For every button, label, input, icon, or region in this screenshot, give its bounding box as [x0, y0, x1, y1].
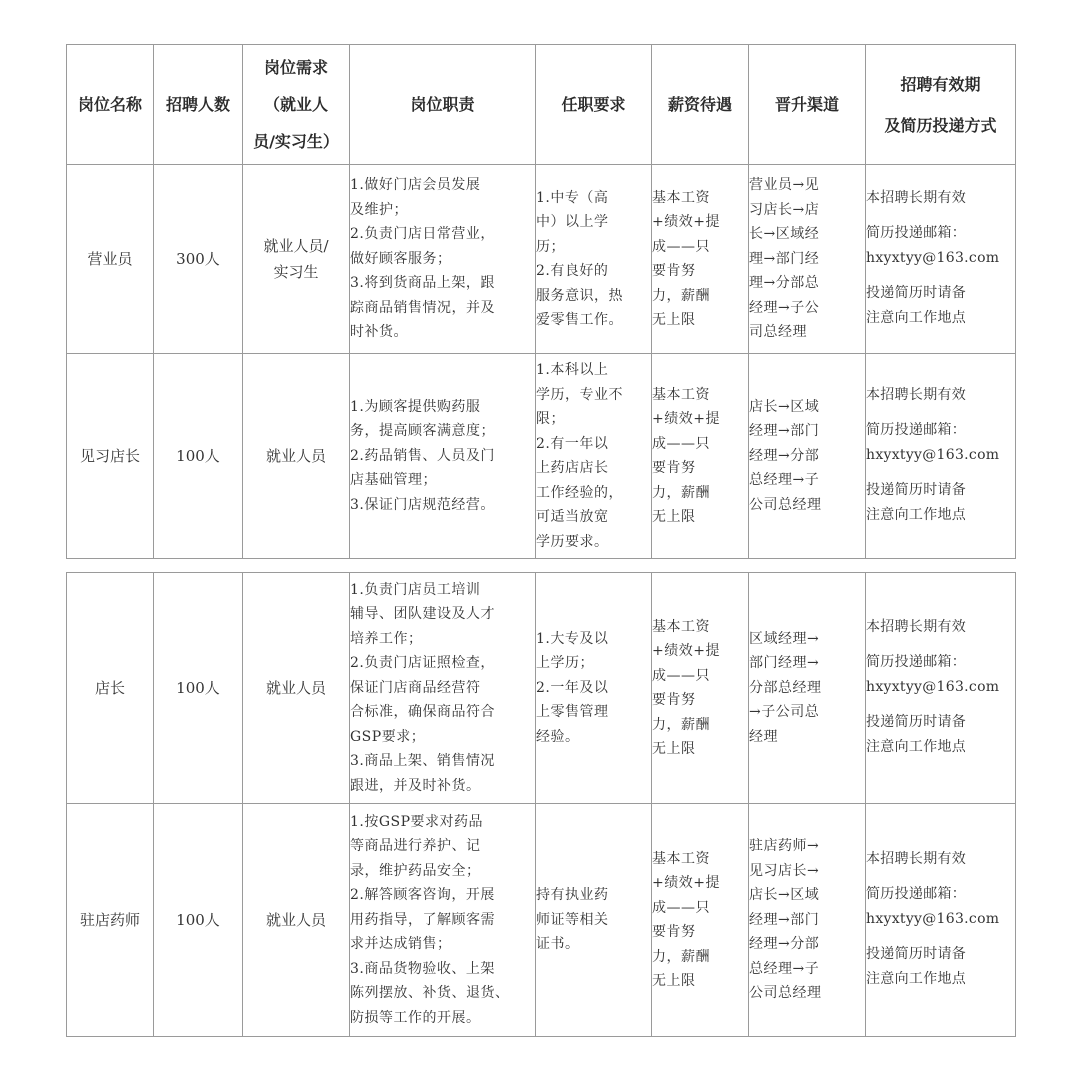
requirements-text: 1.大专及以 上学历； 2.一年及以 上零售管理 经验。 [536, 573, 652, 804]
recruitment-table-top [66, 44, 1016, 559]
promotion-text: 驻店药师→ 见习店长→ 店长→区域 经理→部门 经理→分部 总经理→子 公司总经理 [749, 804, 866, 1037]
note-text: 投递简历时请备 注意向工作地点 [866, 481, 967, 524]
hire-count: 100人 [154, 804, 243, 1037]
salary-text: 基本工资 +绩效+提 成——只 要肯努 力，薪酬 无上限 [652, 804, 749, 1037]
promotion-text: 营业员→见 习店长→店 长→区域经 理→部门经 理→分部总 经理→子公 司总经理 [749, 165, 866, 354]
position-name: 营业员 [67, 165, 154, 354]
position-name: 驻店药师 [67, 804, 154, 1037]
note-text: 投递简历时请备 注意向工作地点 [866, 945, 967, 988]
header-validity: 招聘有效期 及简历投递方式 [866, 45, 1016, 165]
position-name: 店长 [67, 573, 154, 804]
header-requirements: 任职要求 [536, 45, 652, 165]
header-count: 招聘人数 [154, 45, 243, 165]
header-duties: 岗位职责 [350, 45, 536, 165]
hire-count: 100人 [154, 354, 243, 559]
duties-text: 1.为顾客提供购药服 务，提高顾客满意度； 2.药品销售、人员及门 店基础管理； 3.保证门店规范经营。 [350, 354, 536, 559]
validity-contact [866, 804, 1016, 1037]
validity-text: 本招聘长期有效 [866, 387, 967, 404]
salary-text: 基本工资 +绩效+提 成——只 要肯努 力，薪酬 无上限 [652, 165, 749, 354]
email-label: 简历投递邮箱： [866, 653, 967, 670]
note-text: 投递简历时请备 注意向工作地点 [866, 713, 967, 756]
validity-text: 本招聘长期有效 [866, 190, 967, 207]
demand-type: 就业人员 [243, 573, 350, 804]
validity-contact [866, 354, 1016, 559]
email-address: hxyxtyy@163.com [866, 911, 1000, 928]
validity-contact [866, 573, 1016, 804]
table-row [67, 804, 1016, 1037]
recruitment-table-bottom [66, 572, 1016, 1037]
demand-type: 就业人员 [243, 354, 350, 559]
email-label: 简历投递邮箱： [866, 224, 967, 241]
validity-text: 本招聘长期有效 [866, 851, 967, 868]
demand-type: 就业人员/ 实习生 [243, 165, 350, 354]
salary-text: 基本工资 +绩效+提 成——只 要肯努 力，薪酬 无上限 [652, 354, 749, 559]
duties-text: 1.负责门店员工培训 辅导、团队建设及人才 培养工作； 2.负责门店证照检查， 保证门店商品经营符 合标准，确保商品符合 GSP要求； 3.商品上架、销售情况 跟进，并及时补货。 [350, 573, 536, 804]
email-address: hxyxtyy@163.com [866, 447, 1000, 464]
requirements-text: 1.本科以上 学历，专业不 限； 2.有一年以 上药店店长 工作经验的， 可适当放宽 学历要求。 [536, 354, 652, 559]
promotion-text: 区域经理→ 部门经理→ 分部总经理 →子公司总 经理 [749, 573, 866, 804]
requirements-text: 1.中专（高 中）以上学 历； 2.有良好的 服务意识，热 爱零售工作。 [536, 165, 652, 354]
email-address: hxyxtyy@163.com [866, 679, 1000, 696]
validity-contact [866, 165, 1016, 354]
requirements-text: 持有执业药 师证等相关 证书。 [536, 804, 652, 1037]
header-row [67, 45, 1016, 165]
header-promotion: 晋升渠道 [749, 45, 866, 165]
table-row [67, 573, 1016, 804]
email-label: 简历投递邮箱： [866, 885, 967, 902]
position-name: 见习店长 [67, 354, 154, 559]
header-position: 岗位名称 [67, 45, 154, 165]
duties-text: 1.按GSP要求对药品 等商品进行养护、记 录，维护药品安全； 2.解答顾客咨询，开展 用药指导，了解顾客需 求并达成销售； 3.商品货物验收、上架 陈列摆放、补货、退货、 防损等工作的开展。 [350, 804, 536, 1037]
hire-count: 100人 [154, 573, 243, 804]
email-address: hxyxtyy@163.com [866, 250, 1000, 267]
table-row [67, 165, 1016, 354]
duties-text: 1.做好门店会员发展 及维护； 2.负责门店日常营业， 做好顾客服务； 3.将到货商品上架，跟 踪商品销售情况，并及 时补货。 [350, 165, 536, 354]
validity-text: 本招聘长期有效 [866, 619, 967, 636]
promotion-text: 店长→区域 经理→部门 经理→分部 总经理→子 公司总经理 [749, 354, 866, 559]
header-demand: 岗位需求 （就业人 员/实习生） [243, 45, 350, 165]
demand-type: 就业人员 [243, 804, 350, 1037]
hire-count: 300人 [154, 165, 243, 354]
email-label: 简历投递邮箱： [866, 421, 967, 438]
salary-text: 基本工资 +绩效+提 成——只 要肯努 力，薪酬 无上限 [652, 573, 749, 804]
header-salary: 薪资待遇 [652, 45, 749, 165]
note-text: 投递简历时请备 注意向工作地点 [866, 284, 967, 327]
table-row [67, 354, 1016, 559]
